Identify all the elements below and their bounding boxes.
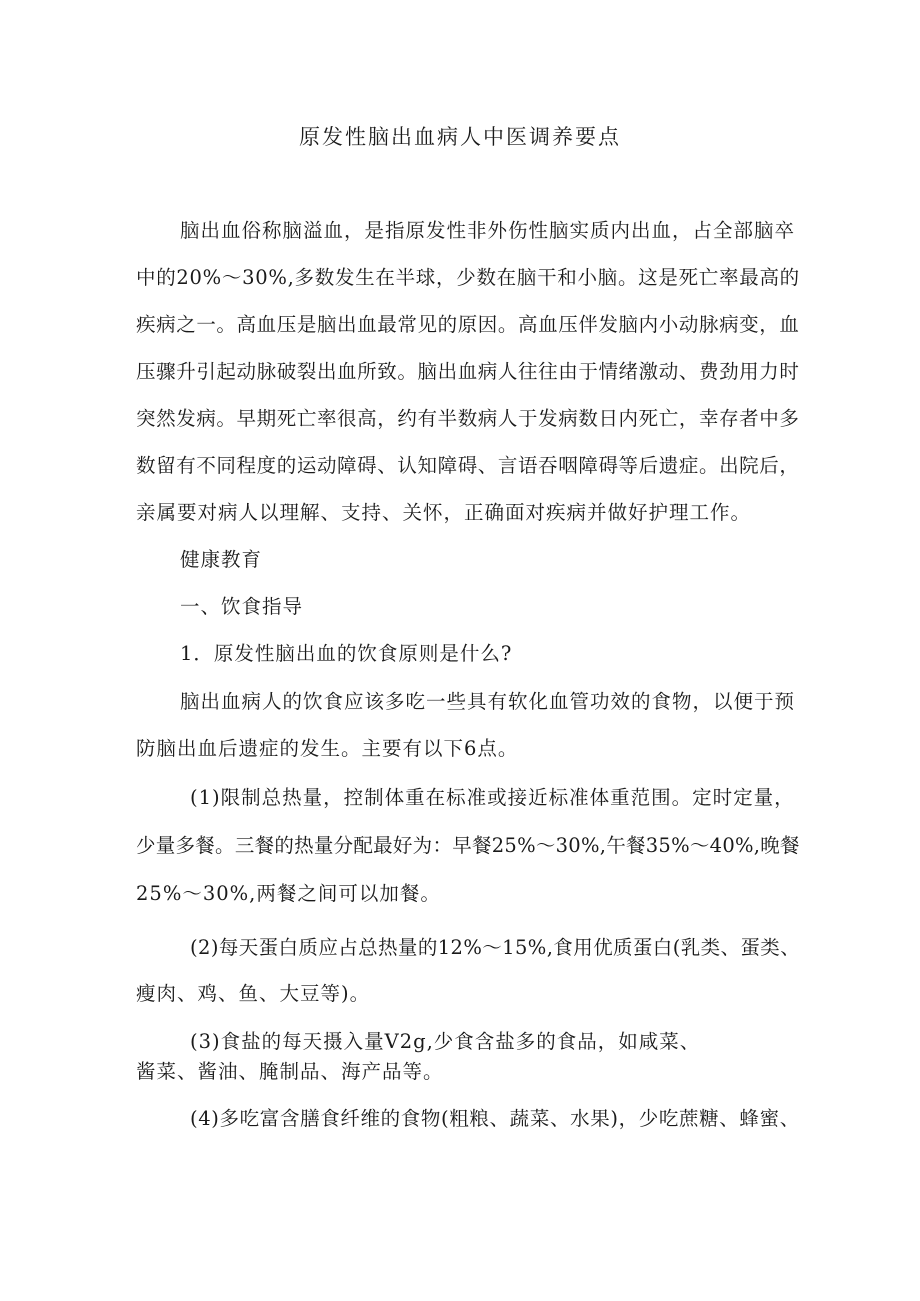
item4-line-1: (4)多吃富含膳食纤维的食物(粗粮、蔬菜、水果)，少吃蔗糖、蜂蜜、 (190, 1107, 800, 1130)
intro-line-2: 中的20%～30%,多数发生在半球，少数在脑干和小脑。这是死亡率最高的 (136, 266, 800, 289)
item1-line-3: 25%～30%,两餐之间可以加餐。 (136, 882, 441, 905)
item3-line-1: (3)食盐的每天摄入量V2g,少食含盐多的食品，如咸菜、 (190, 1030, 701, 1053)
document-title: 原发性脑出血病人中医调养要点 (299, 125, 621, 149)
intro-line-3: 疾病之一。高血压是脑出血最常见的原因。高血压伴发脑内小动脉病变，血 (136, 313, 800, 336)
answer-line-1: 脑出血病人的饮食应该多吃一些具有软化血管功效的食物，以便于预 (180, 690, 796, 713)
intro-line-6: 数留有不同程度的运动障碍、认知障碍、言语吞咽障碍等后遗症。出院后， (136, 454, 800, 477)
item1-line-1: (1)限制总热量，控制体重在标准或接近标准体重范围。定时定量， (190, 786, 795, 809)
intro-line-1: 脑出血俗称脑溢血，是指原发性非外伤性脑实质内出血，占全部脑卒 (180, 219, 796, 242)
item1-line-2: 少量多餐。三餐的热量分配最好为：早餐25%～30%,午餐35%～40%,晚餐 (136, 834, 800, 857)
intro-line-4: 压骤升引起动脉破裂出血所致。脑出血病人往往由于情绪激动、费劲用力时 (136, 360, 800, 383)
item2-line-1: (2)每天蛋白质应占总热量的12%～15%,食用优质蛋白(乳类、蛋类、 (190, 936, 801, 959)
intro-line-7: 亲属要对病人以理解、支持、关怀，正确面对疾病并做好护理工作。 (136, 501, 752, 524)
question-heading: 1．原发性脑出血的饮食原则是什么? (180, 642, 513, 665)
subsection-heading: 一、饮食指导 (180, 595, 304, 618)
answer-line-2: 防脑出血后遗症的发生。主要有以下6点。 (136, 737, 519, 760)
item2-line-2: 瘦肉、鸡、鱼、大豆等)。 (136, 982, 371, 1005)
item3-line-2: 酱菜、酱油、腌制品、海产品等。 (136, 1060, 444, 1083)
intro-line-5: 突然发病。早期死亡率很高，约有半数病人于发病数日内死亡，幸存者中多 (136, 407, 800, 430)
section-heading: 健康教育 (180, 548, 263, 571)
